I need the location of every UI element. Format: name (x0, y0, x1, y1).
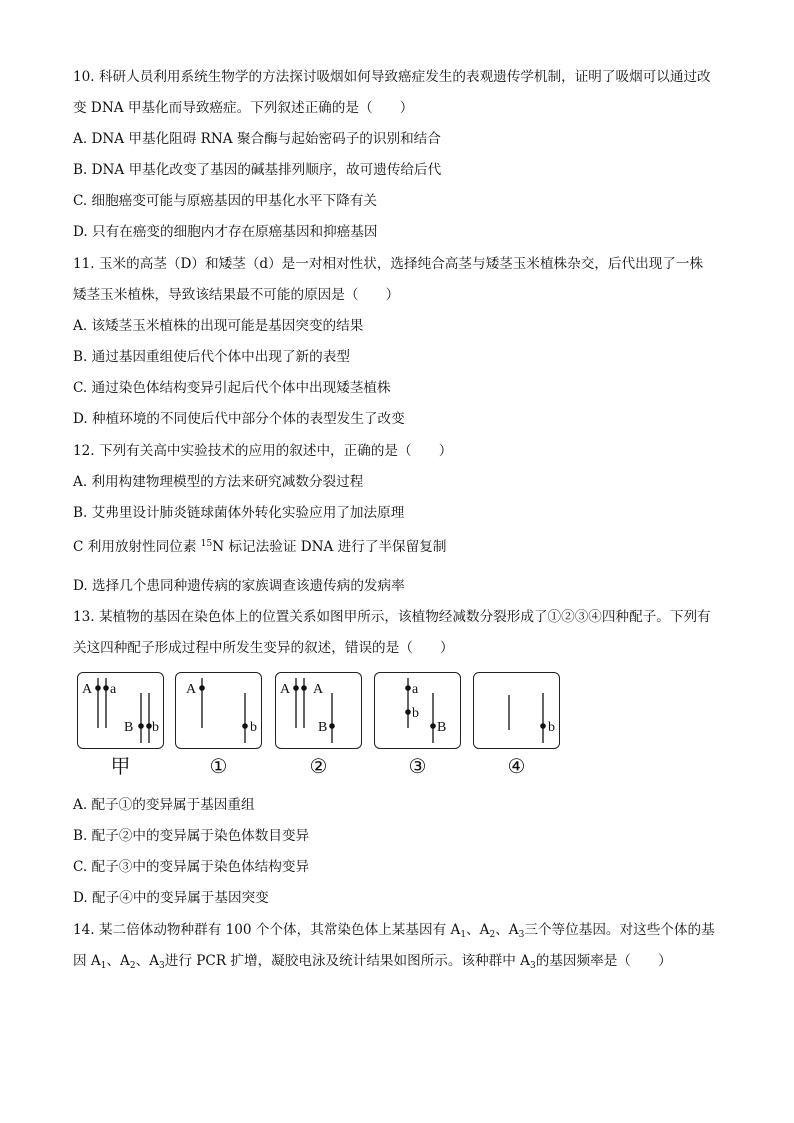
gene-label: A (313, 682, 324, 697)
gene-label: b (548, 720, 555, 735)
gene-label: a (110, 682, 117, 697)
gene-label: B (124, 720, 134, 735)
q10-option-a: A. DNA 甲基化阻碍 RNA 聚合酶与起始密码子的识别和结合 (73, 131, 441, 147)
q14-text: 14. 某二倍体动物种群有 100 个个体，其常染色体上某基因有 A (73, 922, 461, 938)
q11-stem-line1: 11. 玉米的高茎（D）和矮茎（d）是一对相对性状，选择纯合高茎与矮茎玉米植株杂交，后代出现了一株 (73, 256, 704, 272)
gene-label: B (318, 720, 328, 735)
q11-option-c: C. 通过染色体结构变异引起后代个体中出现矮茎植株 (73, 380, 391, 396)
q12-option-d: D. 选择几个患同种遗传病的家族调查该遗传病的发病率 (73, 578, 405, 594)
subscript: 3 (159, 961, 165, 971)
gene-label: b (250, 720, 257, 735)
chromosome-panel-4 (473, 672, 560, 749)
q14-text: 的基因频率是（ ） (535, 953, 672, 969)
caption-3: ③ (408, 754, 427, 778)
gene-label: A (82, 682, 93, 697)
subscript: 2 (489, 930, 496, 940)
q11-option-d: D. 种植环境的不同使后代中部分个体的表型发生了改变 (73, 411, 405, 427)
q14-stem-line2 (73, 952, 672, 975)
chromosome-diagram-1 (176, 673, 263, 750)
q10-stem-line2: 变 DNA 甲基化而导致癌症。下列叙述正确的是（ ） (73, 100, 414, 116)
subscript: 3 (518, 930, 525, 940)
q14-text: 进行 PCR 扩增，凝胶电泳及统计结果如图所示。该种群中 A (164, 953, 530, 969)
q11-stem-line2: 矮茎玉米植株，导致该结果最不可能的原因是（ ） (73, 287, 400, 303)
q10-stem-line1: 10. 科研人员利用系统生物学的方法探讨吸烟如何导致癌症发生的表观遗传学机制，证明了吸烟可以通过改 (73, 69, 711, 85)
q13-option-b: B. 配子②中的变异属于染色体数目变异 (73, 828, 310, 844)
q12-option-c-pre: C 利用放射性同位素 (73, 539, 201, 555)
gene-label: b (152, 720, 159, 735)
q12-option-a: A. 利用构建物理模型的方法来研究减数分裂过程 (73, 474, 364, 490)
q13-option-c: C. 配子③中的变异属于染色体结构变异 (73, 859, 310, 875)
q14-text: 、A (106, 953, 130, 969)
q14-text: 、A (466, 922, 490, 938)
gene-label: B (437, 720, 447, 735)
q14-text: 、A (135, 953, 160, 969)
q11-option-a: A. 该矮茎玉米植株的出现可能是基因突变的结果 (73, 318, 364, 334)
chromosome-diagram-3 (375, 673, 462, 750)
subscript: 2 (129, 961, 136, 971)
q14-text: 因 A (73, 953, 101, 969)
gene-label: A (280, 682, 291, 697)
q14-text: 三个等位基因。对这些个体的基 (524, 922, 715, 938)
q12-isotope-mass: 15 (200, 539, 213, 549)
q10-option-b: B. DNA 甲基化改变了基因的碱基排列顺序，故可遗传给后代 (73, 162, 442, 178)
q12-stem: 12. 下列有关高中实验技术的应用的叙述中，正确的是（ ） (73, 443, 453, 459)
q14-stem-line1 (73, 921, 715, 944)
q12-option-b: B. 艾弗里设计肺炎链球菌体外转化实验应用了加法原理 (73, 505, 405, 521)
chromosome-panel-3 (374, 672, 461, 749)
q13-option-d: D. 配子④中的变异属于基因突变 (73, 890, 269, 906)
q14-text: 、A (495, 922, 519, 938)
caption-1: ① (209, 754, 228, 778)
q13-option-a: A. 配子①的变异属于基因重组 (73, 797, 255, 813)
gene-label: A (186, 682, 197, 697)
chromosome-diagram-jia (78, 673, 165, 750)
caption-jia: 甲 (110, 754, 131, 778)
q12-option-c-post: N 标记法验证 DNA 进行了半保留复制 (212, 539, 447, 555)
q11-option-b: B. 通过基因重组使后代个体中出现了新的表型 (73, 349, 350, 365)
chromosome-panel-2 (275, 672, 362, 749)
q10-option-c: C. 细胞癌变可能与原癌基因的甲基化水平下降有关 (73, 193, 378, 209)
chromosome-panel-jia (77, 672, 164, 749)
q12-option-c (73, 535, 446, 556)
subscript: 1 (100, 961, 107, 971)
chromosome-panel-1 (175, 672, 262, 749)
q13-stem-line2: 关这四种配子形成过程中所发生变异的叙述，错误的是（ ） (73, 640, 454, 656)
gene-label: b (412, 706, 419, 721)
q10-option-d: D. 只有在癌变的细胞内才存在原癌基因和抑癌基因 (73, 224, 378, 240)
chromosome-diagram-2 (276, 673, 363, 750)
caption-4: ④ (507, 754, 526, 778)
caption-2: ② (309, 754, 328, 778)
q13-stem-line1: 13. 某植物的基因在染色体上的位置关系如图甲所示，该植物经减数分裂形成了①②③④四种配子。下列有 (73, 609, 711, 625)
subscript: 1 (460, 930, 467, 940)
chromosome-diagram-4 (474, 673, 561, 750)
subscript: 3 (530, 961, 536, 971)
gene-label: a (412, 682, 419, 697)
